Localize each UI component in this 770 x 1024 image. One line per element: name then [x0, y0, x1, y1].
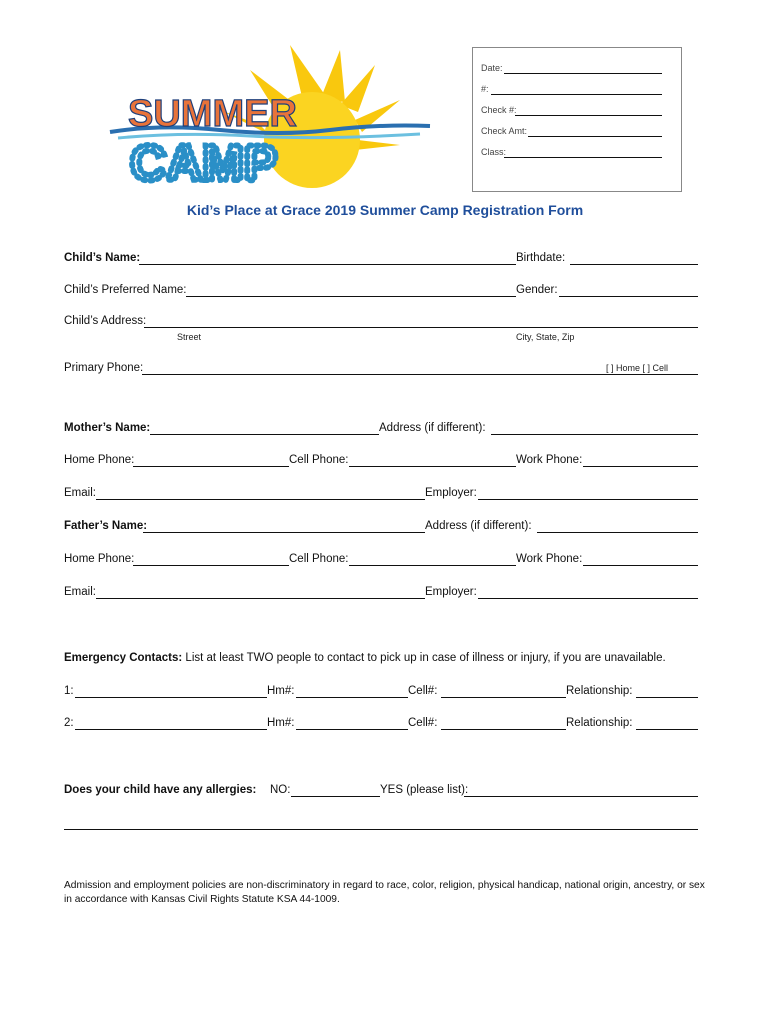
- contact1-hm-label: Hm#:: [267, 685, 295, 697]
- emergency-label: Emergency Contacts:: [64, 652, 183, 664]
- father-address-label: Address (if different):: [425, 520, 532, 532]
- mother-address-label: Address (if different):: [379, 422, 486, 434]
- primary-phone-field[interactable]: [142, 374, 698, 375]
- father-email-field[interactable]: [96, 598, 425, 599]
- office-date-label: Date:: [481, 63, 503, 73]
- mother-work-phone-field[interactable]: [583, 466, 698, 467]
- office-class-line[interactable]: [504, 157, 662, 158]
- mother-home-phone-label: Home Phone:: [64, 454, 135, 466]
- contact2-name-field[interactable]: [75, 729, 267, 730]
- father-name-field[interactable]: [143, 532, 425, 533]
- logo-summer-text: SUMMER: [128, 93, 297, 135]
- office-number-label: #:: [481, 84, 489, 94]
- contact1-cell-label: Cell#:: [408, 685, 438, 697]
- father-name-label: Father’s Name:: [64, 520, 148, 532]
- policy-line-1: Admission and employment policies are non-discriminatory in regard to race, color, religion, physical handicap, national origin, ancestry, or sex: [64, 880, 705, 891]
- mother-cell-phone-field[interactable]: [349, 466, 516, 467]
- contact1-hm-field[interactable]: [296, 697, 408, 698]
- preferred-name-field[interactable]: [186, 296, 516, 297]
- father-work-phone-field[interactable]: [583, 565, 698, 566]
- child-name-field[interactable]: [139, 264, 516, 265]
- office-class-label: Class:: [481, 147, 507, 157]
- contact2-hm-field[interactable]: [296, 729, 408, 730]
- gender-field[interactable]: [559, 296, 698, 297]
- office-use-box: [472, 47, 682, 192]
- emergency-instructions: List at least TWO people to contact to pick up in case of illness or injury, if you are unavailable.: [182, 652, 666, 664]
- logo-camp-text: CAMP: [130, 135, 278, 190]
- contact2-hm-label: Hm#:: [267, 717, 295, 729]
- office-check-amt-label: Check Amt:: [481, 126, 528, 136]
- mother-email-label: Email:: [64, 487, 96, 499]
- office-date-line[interactable]: [504, 73, 662, 74]
- contact1-name-field[interactable]: [75, 697, 267, 698]
- allergies-yes-label: YES (please list):: [380, 784, 469, 796]
- primary-phone-label: Primary Phone:: [64, 362, 144, 374]
- policy-line-2: in accordance with Kansas Civil Rights Statute KSA 44-1009.: [64, 894, 340, 905]
- father-email-label: Email:: [64, 586, 96, 598]
- office-check-amt-line[interactable]: [528, 136, 662, 137]
- allergies-question: Does your child have any allergies:: [64, 784, 257, 796]
- form-title: Kid’s Place at Grace 2019 Summer Camp Registration Form: [186, 202, 584, 218]
- city-state-zip-caption: City, State, Zip: [516, 332, 575, 342]
- contact2-cell-label: Cell#:: [408, 717, 438, 729]
- mother-email-field[interactable]: [96, 499, 425, 500]
- mother-name-label: Mother’s Name:: [64, 422, 151, 434]
- child-address-field[interactable]: [144, 327, 698, 328]
- preferred-name-label: Child’s Preferred Name:: [64, 284, 187, 296]
- mother-employer-label: Employer:: [425, 487, 477, 499]
- father-cell-phone-label: Cell Phone:: [289, 553, 349, 565]
- mother-home-phone-field[interactable]: [133, 466, 289, 467]
- mother-work-phone-label: Work Phone:: [516, 454, 583, 466]
- contact1-cell-field[interactable]: [441, 697, 566, 698]
- birthdate-label: Birthdate:: [516, 252, 566, 264]
- mother-cell-phone-label: Cell Phone:: [289, 454, 349, 466]
- mother-name-field[interactable]: [150, 434, 379, 435]
- allergies-list-field[interactable]: [64, 829, 698, 830]
- mother-employer-field[interactable]: [478, 499, 698, 500]
- contact2-relationship-label: Relationship:: [566, 717, 633, 729]
- father-work-phone-label: Work Phone:: [516, 553, 583, 565]
- mother-address-field[interactable]: [491, 434, 698, 435]
- father-employer-field[interactable]: [478, 598, 698, 599]
- summer-camp-logo: [100, 40, 440, 190]
- contact1-relationship-field[interactable]: [636, 697, 698, 698]
- gender-label: Gender:: [516, 284, 558, 296]
- office-number-line[interactable]: [491, 94, 662, 95]
- father-home-phone-label: Home Phone:: [64, 553, 135, 565]
- father-cell-phone-field[interactable]: [349, 565, 516, 566]
- contact2-cell-field[interactable]: [441, 729, 566, 730]
- father-home-phone-field[interactable]: [133, 565, 289, 566]
- allergies-no-field[interactable]: [291, 796, 380, 797]
- office-check-label: Check #:: [481, 105, 517, 115]
- child-name-label: Child’s Name:: [64, 252, 141, 264]
- birthdate-field[interactable]: [570, 264, 698, 265]
- allergies-no-label: NO:: [270, 784, 291, 796]
- contact1-relationship-label: Relationship:: [566, 685, 633, 697]
- office-check-line[interactable]: [515, 115, 662, 116]
- child-address-label: Child’s Address:: [64, 315, 147, 327]
- street-caption: Street: [177, 332, 202, 342]
- father-address-field[interactable]: [537, 532, 698, 533]
- contact1-label: 1:: [64, 685, 74, 697]
- phone-type-options[interactable]: [ ] Home [ ] Cell: [606, 363, 669, 373]
- contact2-label: 2:: [64, 717, 74, 729]
- emergency-contacts-text: [64, 651, 666, 665]
- contact2-relationship-field[interactable]: [636, 729, 698, 730]
- father-employer-label: Employer:: [425, 586, 477, 598]
- allergies-yes-field[interactable]: [464, 796, 698, 797]
